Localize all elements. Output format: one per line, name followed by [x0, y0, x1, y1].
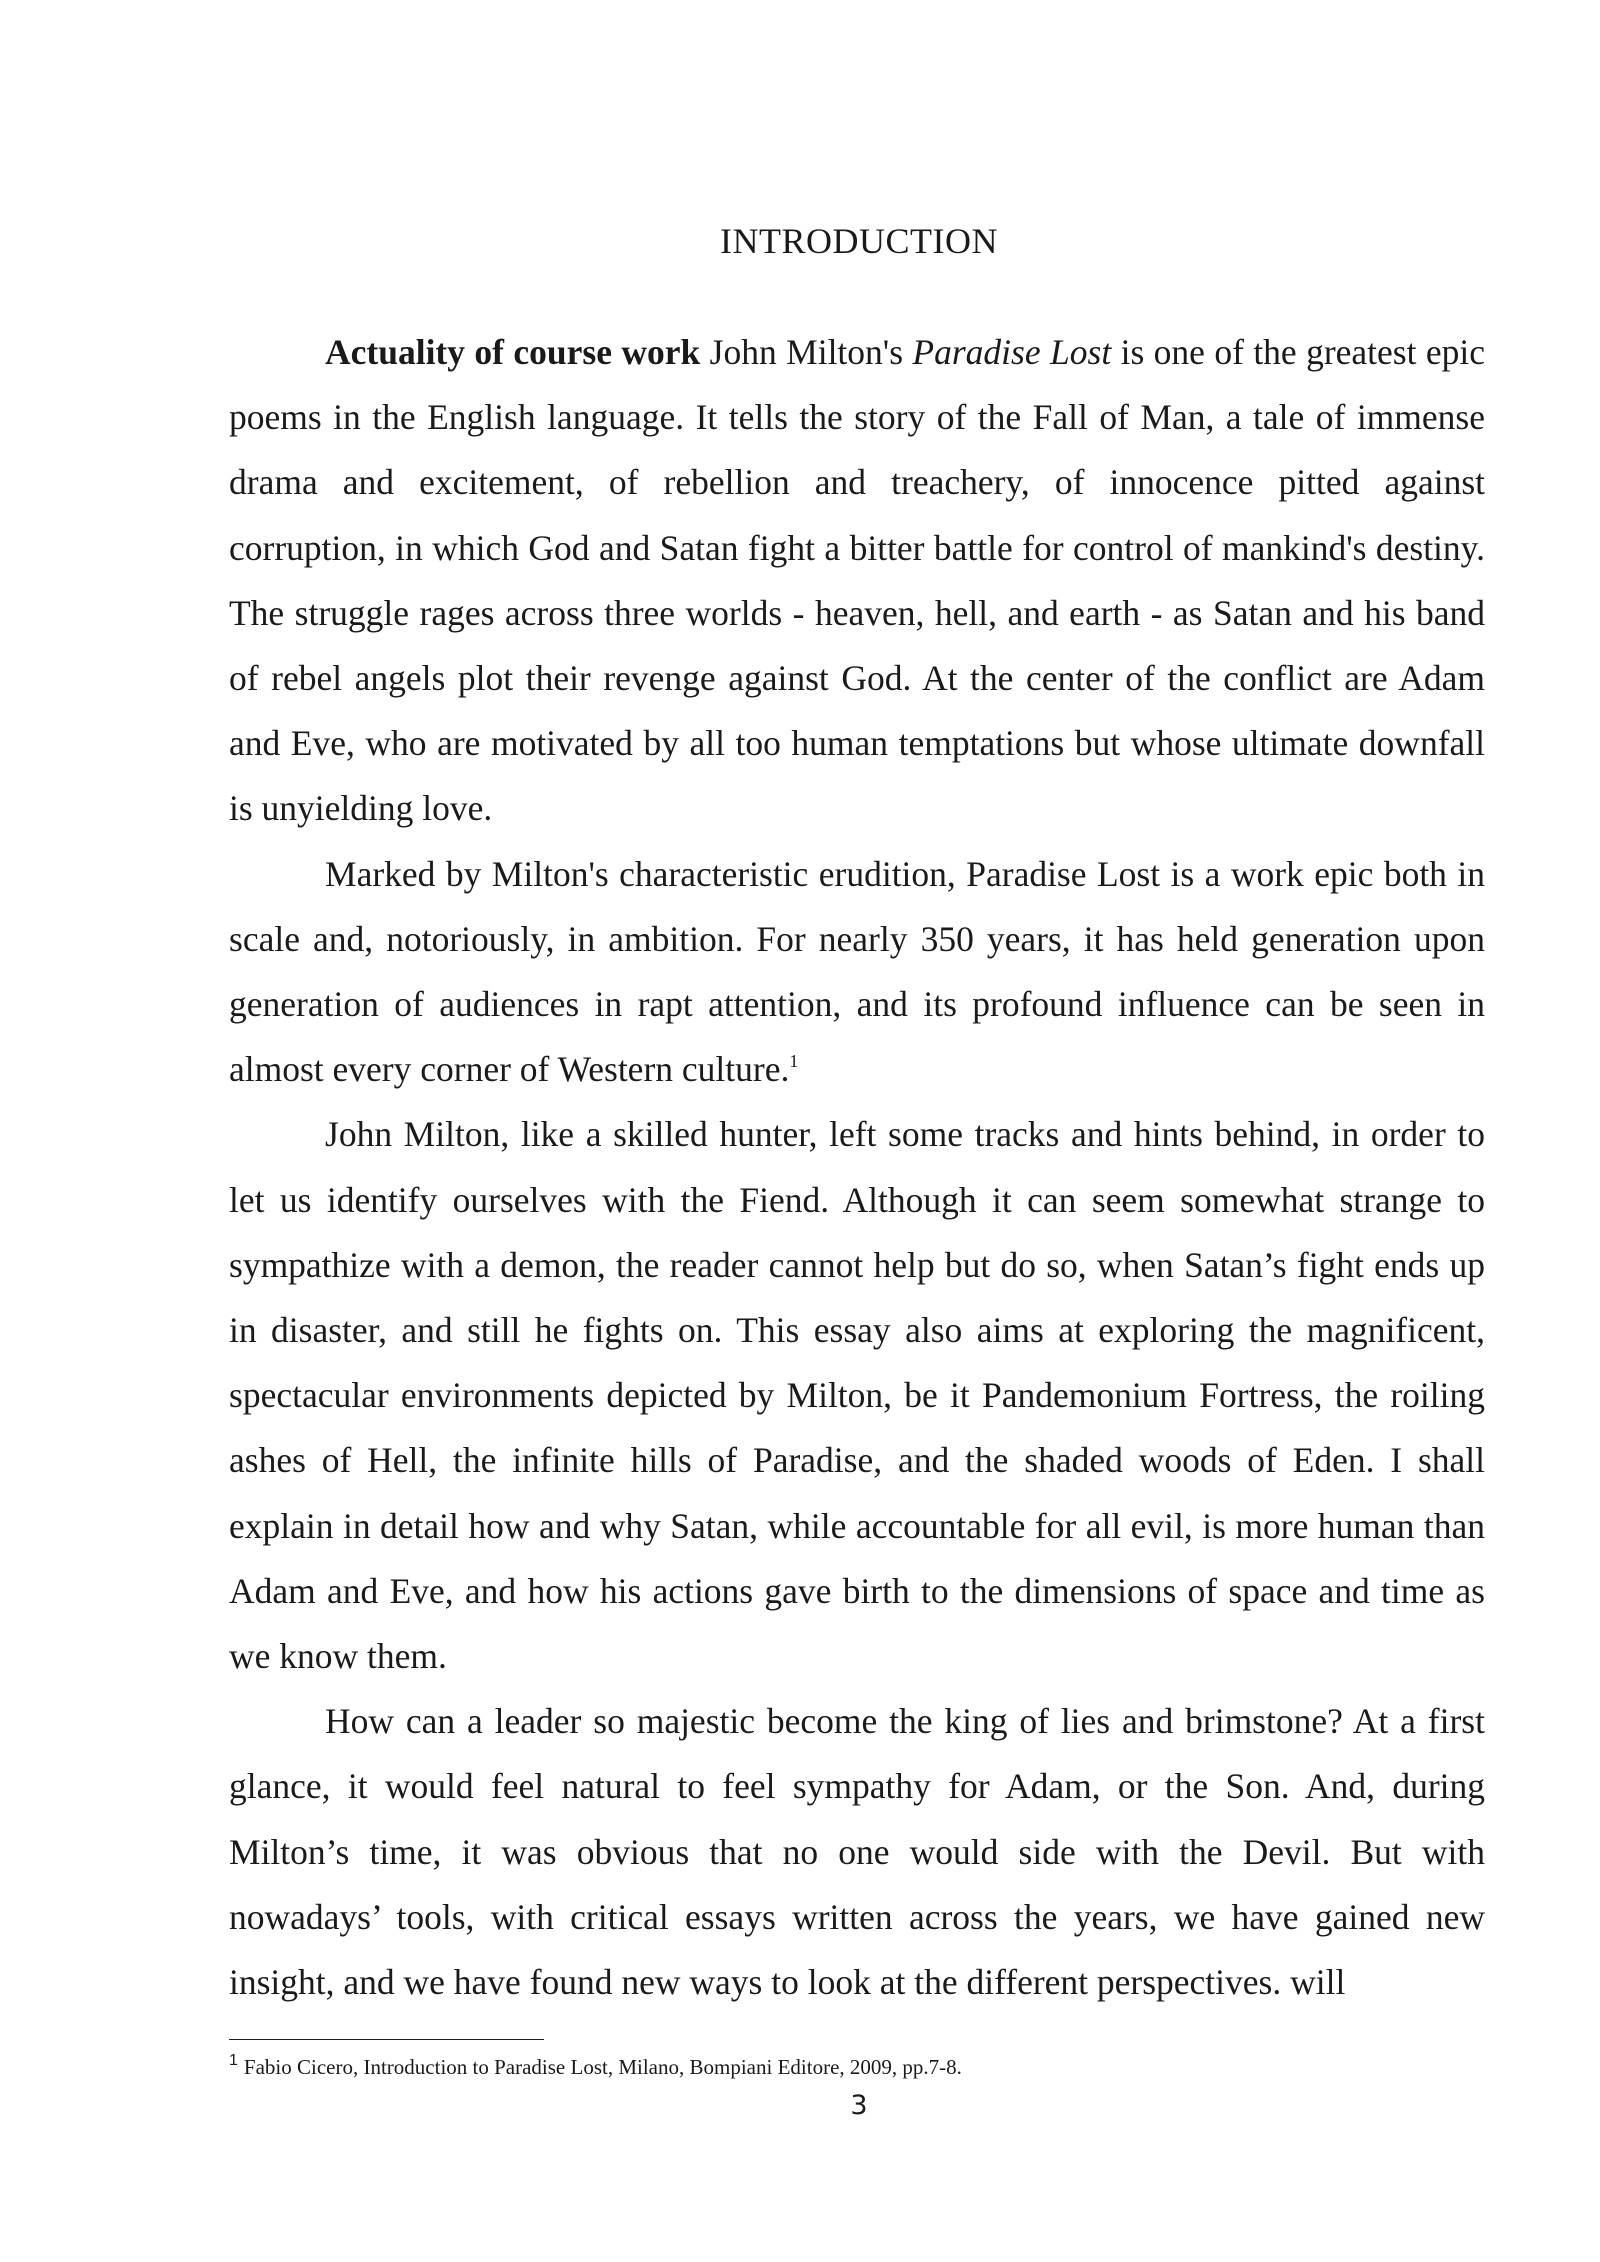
- footnote-number: 1: [229, 2052, 238, 2069]
- paragraph-actuality: [229, 320, 1485, 842]
- section-heading: INTRODUCTION: [720, 221, 998, 261]
- footnote: [229, 2052, 962, 2082]
- body-text: [229, 320, 1485, 2015]
- page-number: 3: [850, 2090, 868, 2121]
- paragraph-text: John Milton's: [700, 332, 913, 372]
- paragraph-text: John Milton, like a skilled hunter, left some tracks and hints behind, in order to let us identify ourselves with the Fiend. Although it can seem somewhat strange to sympathize with a demon, the reader cannot help but do so, when Satan’s fight ends up in disaster, and still he fights on. This essay also aims at exploring the magnificent, spectacular environments depicted by Milton, be it Pandemonium Fortress, the roiling ashes of Hell, the infinite hills of Paradise, and the shaded woods of Eden. I shall explain in detail how and why Satan, while accountable for all evil, is more human than Adam and Eve, and how his actions gave birth to the dimensions of space and time as we know them.: [229, 1114, 1485, 1677]
- footnote-separator: [229, 2039, 544, 2040]
- paragraph-hunter: [229, 1102, 1485, 1689]
- paragraph-leader: [229, 1689, 1485, 2015]
- footnote-text: Fabio Cicero, Introduction to Paradise Lost, Milano, Bompiani Editore, 2009, pp.7-8.: [243, 2055, 962, 2079]
- paragraph-erudition: [229, 842, 1485, 1103]
- paragraph-text: is one of the greatest epic poems in the English language. It tells the story of the Fall of Man, a tale of immense drama and excitement, of rebellion and treachery, of innocence pitted against corruption, in which God and Satan fight a bitter battle for control of mankind's destiny. The struggle rages across three worlds - heaven, hell, and earth - as Satan and his band of rebel angels plot their revenge against God. At the center of the conflict are Adam and Eve, who are motivated by all too human temptations but whose ultimate downfall is unyielding love.: [229, 332, 1486, 829]
- footnote-reference[interactable]: 1: [789, 1051, 799, 1072]
- paragraph-text: How can a leader so majestic become the king of lies and brimstone? At a first glance, it would feel natural to feel sympathy for Adam, or the Son. And, during Milton’s time, it was obvious that no one would side with the Devil. But with nowadays’ tools, with critical essays written across the years, we have gained new insight, and we have found new ways to look at the different perspectives. will: [229, 1701, 1485, 2003]
- lead-bold-phrase: Actuality of course work: [325, 332, 701, 372]
- work-title-italic: Paradise Lost: [912, 332, 1112, 372]
- paragraph-text: Marked by Milton's characteristic erudition, Paradise Lost is a work epic both in scale and, notoriously, in ambition. For nearly 350 years, it has held generation upon generation of audiences in rapt attention, and its profound influence can be seen in almost every corner of Western culture.: [229, 853, 1485, 1090]
